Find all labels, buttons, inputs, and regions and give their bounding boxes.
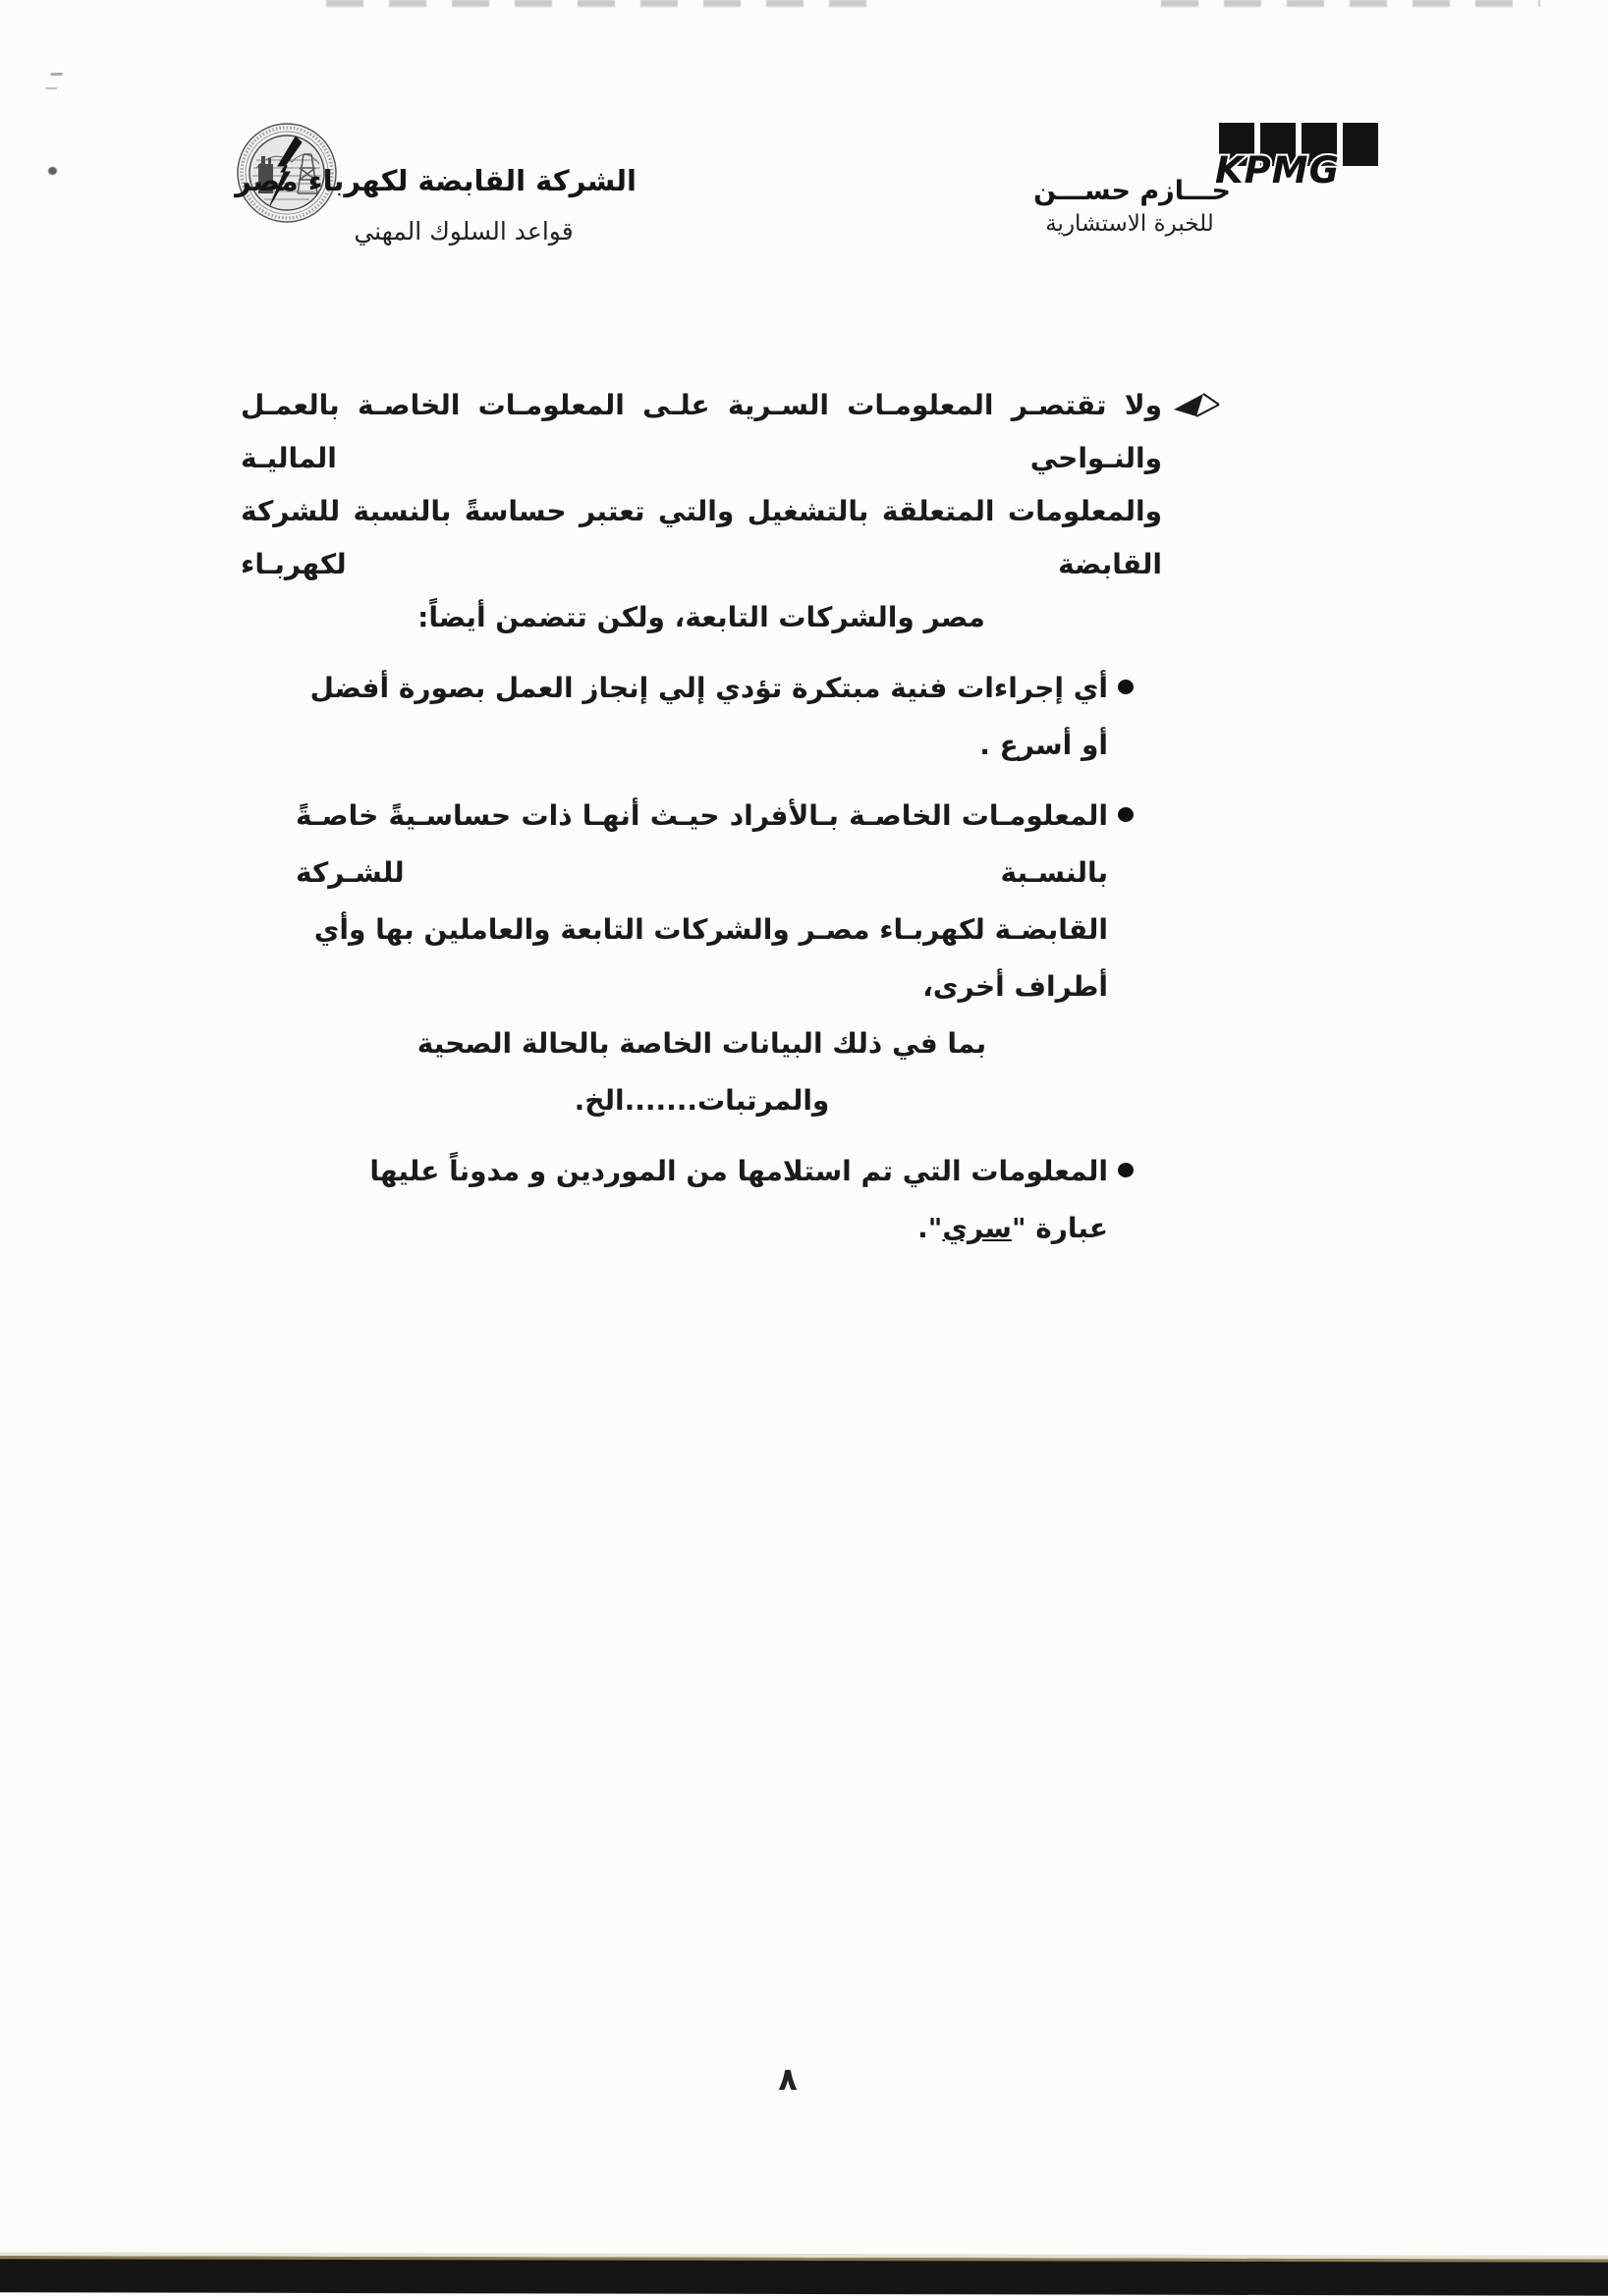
bullet-line: أي إجراءات فنية مبتكرة تؤدي إلي إنجاز العمل بصورة أفضل أو أسرع . <box>309 672 1108 761</box>
firm-subtitle: للخبرة الاستشارية <box>1045 211 1214 237</box>
bullet-dot-icon <box>1118 680 1134 694</box>
intro-line: مصر والشركات التابعة، ولكن تتضمن أيضاً: <box>417 601 985 633</box>
document-title: قواعد السلوك المهني <box>354 217 574 246</box>
bullet-dot-icon <box>1118 807 1134 822</box>
bullet-text-suffix: ". <box>917 1212 943 1244</box>
firm-name: حـــازم حســـن <box>1033 176 1231 206</box>
bullet-line: القابضـة لكهربـاء مصـر والشركات التابعة والعاملين بها وأي أطراف أخرى، <box>313 913 1108 1003</box>
organization-name: الشركة القابضة لكهرباء مصر <box>235 164 637 197</box>
confidential-word: سري <box>942 1212 1012 1244</box>
bullet-dot-icon <box>1118 1163 1134 1177</box>
bullet-item <box>296 788 1140 1129</box>
intro-text <box>241 379 1162 644</box>
kpmg-logo <box>1213 120 1382 196</box>
scan-artifact-speck <box>45 73 63 89</box>
bullet-item <box>296 1143 1140 1257</box>
intro-line: والمعلومات المتعلقة بالتشغيل والتي تعتبر حساسةً بالنسبة للشركة القابضة لكهربـاء <box>241 495 1162 580</box>
page-number: ٨ <box>778 2060 798 2098</box>
bullet-text-prefix: المعلومات التي تم استلامها من الموردين و مدوناً عليها عبارة " <box>369 1155 1108 1244</box>
document-body <box>241 379 1223 1271</box>
bullet-list <box>296 660 1140 1257</box>
arrow-bullet-icon <box>1162 379 1223 644</box>
bullet-item <box>296 660 1140 774</box>
scan-artifact-bottom-bar <box>0 2256 1608 2295</box>
kpmg-wordmark: KPMG <box>1215 149 1340 191</box>
intro-paragraph <box>241 379 1223 644</box>
bullet-line: بما في ذلك البيانات الخاصة بالحالة الصحية والمرتبات.......الخ. <box>416 1027 987 1117</box>
bullet-line <box>296 1143 1108 1257</box>
intro-line: ولا تقتصـر المعلومـات السـرية علـى المعلومـات الخاصـة بالعمـل والنـواحي الماليـة <box>241 389 1162 474</box>
bullet-line: المعلومـات الخاصـة بـالأفراد حيـث أنهـا ذات حساسـيةً خاصـةً بالنسـبة للشـركة <box>296 799 1108 889</box>
scan-artifact-top-edge <box>1161 0 1540 7</box>
scan-artifact-speck <box>48 167 57 175</box>
scan-artifact-top-edge <box>326 0 884 7</box>
